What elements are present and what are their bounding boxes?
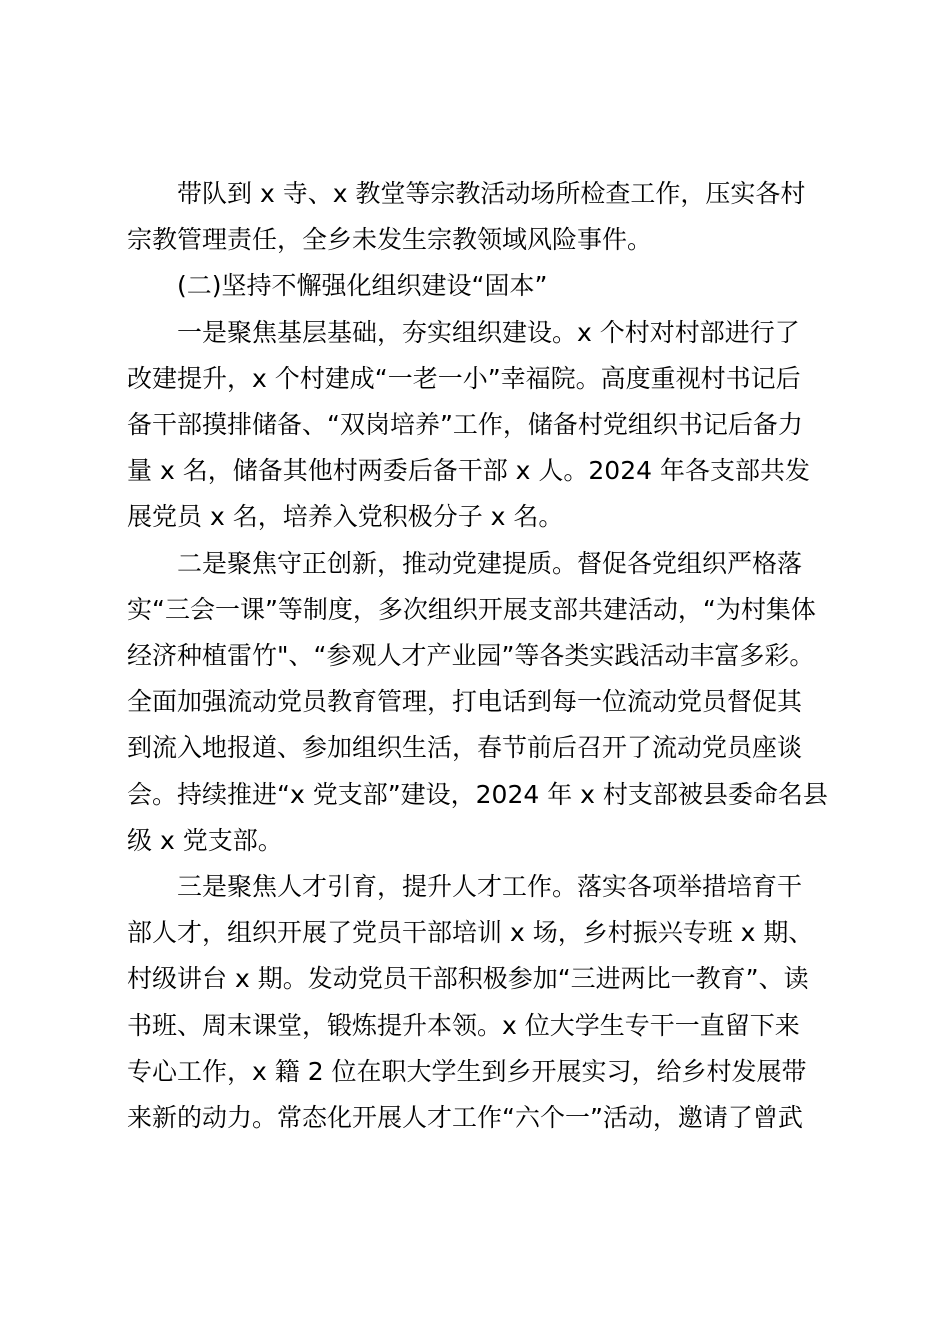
- text-line: 宗教管理责任，全乡未发生宗教领域风险事件。: [127, 225, 653, 255]
- text-line: 部人才，组织开展了党员干部培训 x 场，乡村振兴专班 x 期、: [127, 918, 814, 948]
- text-line: 二是聚焦守正创新，推动党建提质。督促各党组织严格落: [177, 548, 803, 578]
- text-line: 会。持续推进“x 党支部”建设，2024 年 x 村支部被县委命名县: [127, 779, 828, 809]
- paragraph-p2: [127, 263, 833, 309]
- text-line: 实“三会一课”等制度，多次组织开展支部共建活动，“为村集体: [127, 594, 816, 624]
- text-line: 展党员 x 名，培养入党积极分子 x 名。: [127, 502, 564, 532]
- text-line: 全面加强流动党员教育管理，打电话到每一位流动党员督促其: [127, 687, 803, 717]
- text-line: 一是聚焦基层基础，夯实组织建设。x 个村对村部进行了: [177, 317, 800, 347]
- text-line: 备干部摸排储备、“双岗培养”工作，储备村党组织书记后备力: [127, 410, 803, 440]
- text-line: 来新的动力。常态化开展人才工作“六个一”活动，邀请了曾武: [127, 1103, 803, 1133]
- text-line: 到流入地报道、参加组织生活，春节前后召开了流动党员座谈: [127, 733, 803, 763]
- text-line: (二)坚持不懈强化组织建设“固本”: [177, 271, 548, 301]
- paragraph-p1: [127, 171, 833, 263]
- text-line: 量 x 名，储备其他村两委后备干部 x 人。2024 年各支部共发: [127, 456, 810, 486]
- text-line: 经济种植雷竹"、“参观人才产业园”等各类实践活动丰富多彩。: [127, 641, 815, 671]
- text-line: 带队到 x 寺、x 教堂等宗教活动场所检查工作，压实各村: [177, 179, 806, 208]
- paragraph-p4: [127, 541, 833, 864]
- document-body: [127, 171, 833, 1141]
- paragraph-p3: [127, 310, 833, 541]
- text-line: 三是聚焦人才引育，提升人才工作。落实各项举措培育干: [177, 872, 803, 902]
- text-line: 专心工作，x 籍 2 位在职大学生到乡开展实习，给乡村发展带: [127, 1056, 807, 1086]
- text-line: 书班、周末课堂，锻炼提升本领。x 位大学生专干一直留下来: [127, 1010, 800, 1040]
- text-line: 村级讲台 x 期。发动党员干部积极参加“三进两比一教育”、读: [127, 964, 809, 994]
- paragraph-p5: [127, 864, 833, 1141]
- text-line: 改建提升，x 个村建成“一老一小”幸福院。高度重视村书记后: [127, 363, 801, 393]
- text-line: 级 x 党支部。: [127, 825, 283, 855]
